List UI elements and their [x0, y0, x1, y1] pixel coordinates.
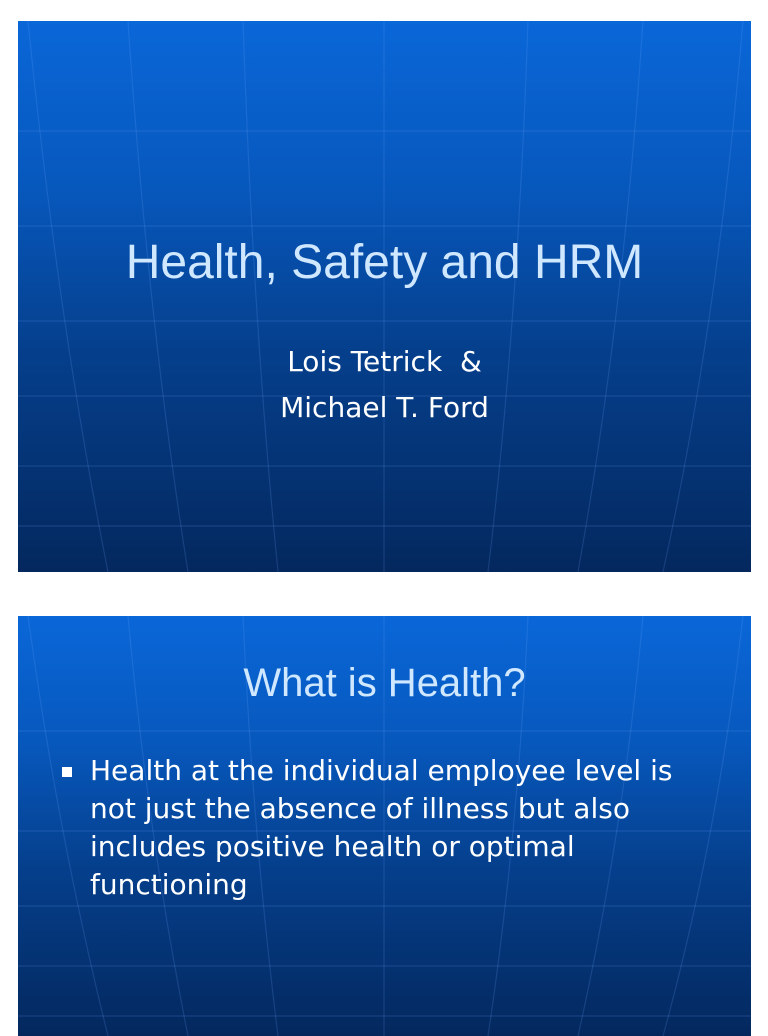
author-line-2: Michael T. Ford — [280, 391, 489, 424]
title-slide — [18, 21, 751, 572]
slide-title: Health, Safety and HRM — [125, 236, 644, 289]
square-bullet-icon — [62, 767, 72, 777]
bullet-text: Health at the individual employee level is not just the absence of illness but also includes positive health or optimal functioning — [90, 754, 673, 901]
bullet-item — [62, 752, 722, 904]
author-line-1: Lois Tetrick & — [287, 345, 482, 378]
authors — [18, 339, 751, 431]
globe-grid-background — [18, 21, 751, 572]
content-slide — [18, 616, 751, 1036]
slide-title: What is Health? — [243, 661, 526, 705]
